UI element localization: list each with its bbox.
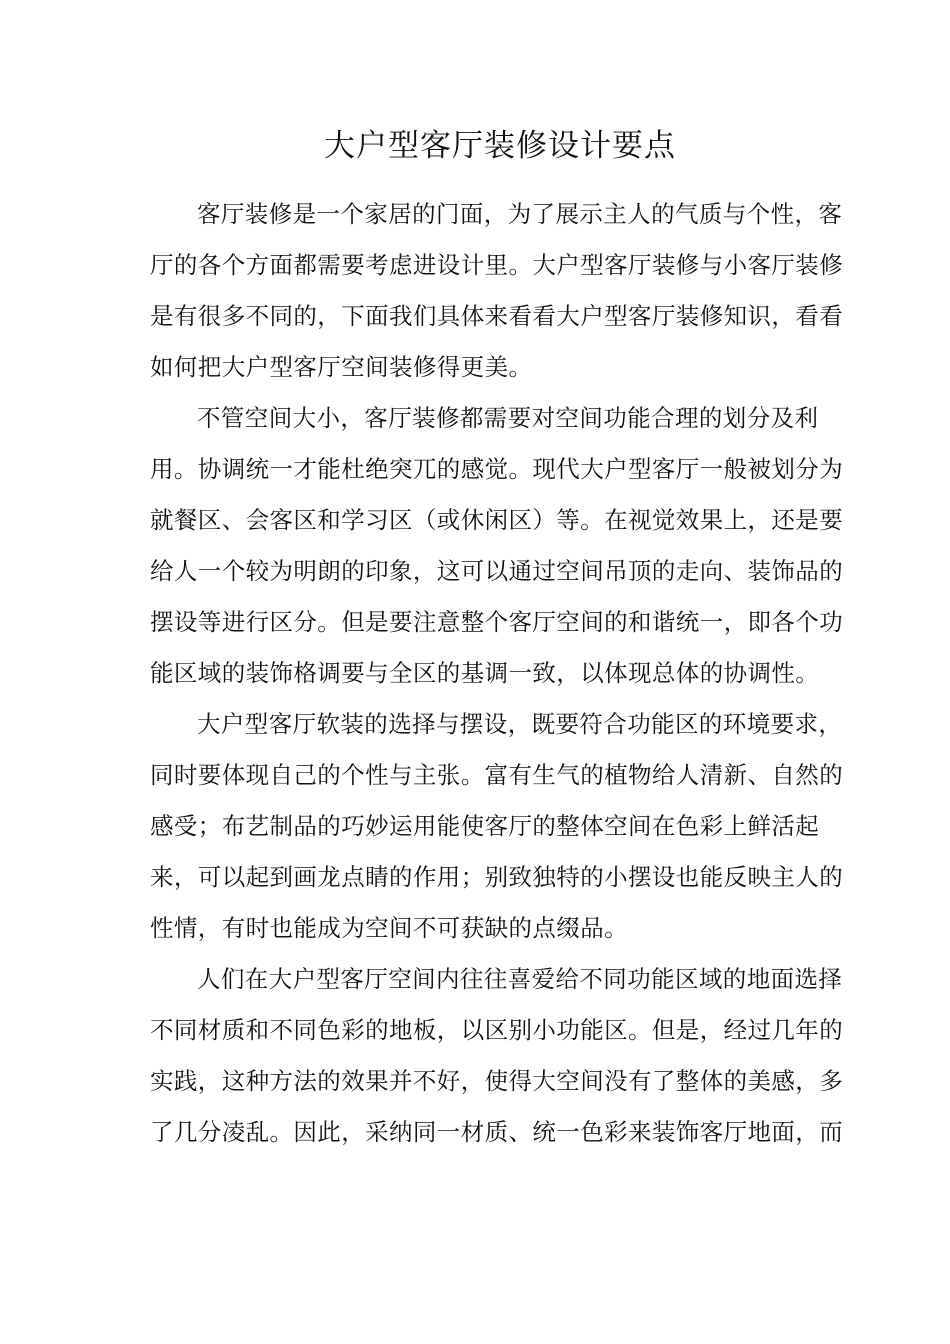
paragraph-3-line-2: 同时要体现自己的个性与主张。富有生气的植物给人清新、自然的 bbox=[150, 761, 844, 789]
paragraph-3-line-4: 来，可以起到画龙点睛的作用；别致独特的小摆设也能反映主人的 bbox=[150, 863, 844, 891]
paragraph-2-line-6: 能区域的装饰格调要与全区的基调一致，以体现总体的协调性。 bbox=[150, 659, 820, 687]
paragraph-2-line-1: 不管空间大小，客厅装修都需要对空间功能合理的划分及利 bbox=[197, 404, 819, 432]
paragraph-1-line-1: 客厅装修是一个家居的门面，为了展示主人的气质与个性，客 bbox=[197, 200, 843, 228]
paragraph-4-line-2: 不同材质和不同色彩的地板，以区别小功能区。但是，经过几年的 bbox=[150, 1016, 844, 1044]
paragraph-3-line-3: 感受；布艺制品的巧妙运用能使客厅的整体空间在色彩上鲜活起 bbox=[150, 812, 820, 840]
document-title: 大户型客厅装修设计要点 bbox=[324, 128, 676, 164]
paragraph-4-line-1: 人们在大户型客厅空间内往往喜爱给不同功能区域的地面选择 bbox=[197, 965, 843, 993]
paragraph-1-line-3: 是有很多不同的，下面我们具体来看看大户型客厅装修知识，看看 bbox=[150, 302, 844, 330]
paragraph-3-line-1: 大户型客厅软装的选择与摆设，既要符合功能区的环境要求， bbox=[197, 710, 843, 738]
paragraph-3-line-5: 性情，有时也能成为空间不可获缺的点缀品。 bbox=[150, 914, 628, 942]
paragraph-4-line-3: 实践，这种方法的效果并不好，使得大空间没有了整体的美感，多 bbox=[150, 1067, 844, 1095]
paragraph-2-line-4: 给人一个较为明朗的印象，这可以通过空间吊顶的走向、装饰品的 bbox=[150, 557, 844, 585]
paragraph-1-line-2: 厅的各个方面都需要考虑进设计里。大户型客厅装修与小客厅装修 bbox=[150, 251, 844, 279]
paragraph-2-line-2: 用。协调统一才能杜绝突兀的感觉。现代大户型客厅一般被划分为 bbox=[150, 455, 844, 483]
paragraph-4-line-4: 了几分凌乱。因此，采纳同一材质、统一色彩来装饰客厅地面，而 bbox=[150, 1118, 844, 1146]
paragraph-2-line-5: 摆设等进行区分。但是要注意整个客厅空间的和谐统一，即各个功 bbox=[150, 608, 844, 636]
paragraph-2-line-3: 就餐区、会客区和学习区（或休闲区）等。在视觉效果上，还是要 bbox=[150, 506, 844, 534]
paragraph-1-line-4: 如何把大户型客厅空间装修得更美。 bbox=[150, 353, 533, 381]
document-body bbox=[150, 189, 844, 1158]
